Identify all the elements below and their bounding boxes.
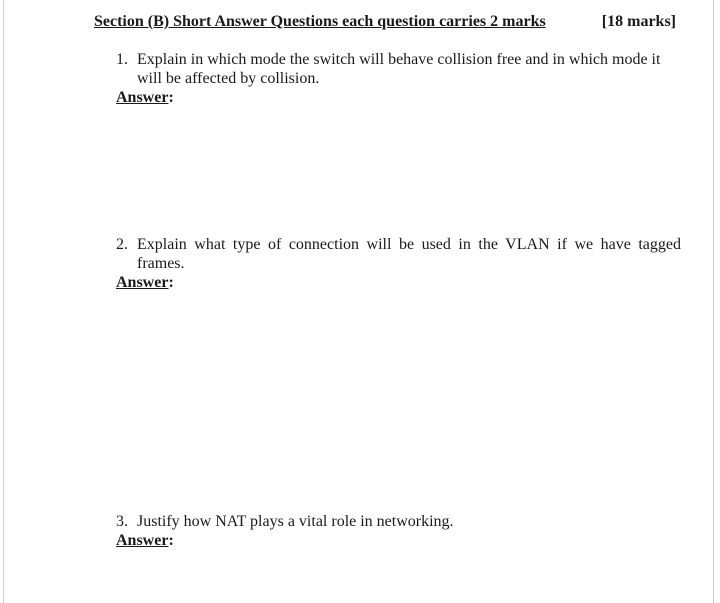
question-1-answer-colon: :	[168, 89, 174, 106]
section-header	[94, 11, 679, 33]
question-3-answer-colon: :	[168, 532, 174, 549]
question-3-answer-word: Answer	[116, 532, 169, 549]
question-2-answer-label	[116, 273, 681, 292]
section-marks: [18 marks]	[601, 13, 676, 30]
question-2-answer-colon: :	[168, 274, 174, 291]
document-page	[3, 0, 714, 603]
question-1-answer-word: Answer	[116, 89, 169, 106]
question-2	[116, 235, 681, 292]
question-2-text: Explain what type of connection will be used in the VLAN if we have tagged frames.	[137, 236, 681, 272]
question-3-row	[116, 512, 681, 531]
question-3	[116, 512, 681, 550]
section-title: Section (B) Short Answer Questions each question carries 2 marks	[94, 13, 546, 30]
question-3-number: 3.	[116, 513, 128, 530]
question-1-number: 1.	[116, 51, 128, 68]
question-1-answer-label	[116, 88, 681, 107]
question-1-row	[116, 50, 681, 88]
question-3-text: Justify how NAT plays a vital role in networking.	[137, 513, 454, 530]
question-1-text: Explain in which mode the switch will behave collision free and in which mode it will be affected by collision.	[137, 51, 661, 87]
question-2-number: 2.	[116, 236, 128, 253]
question-2-answer-word: Answer	[116, 274, 169, 291]
question-2-row	[116, 235, 681, 273]
question-1	[116, 50, 681, 107]
question-3-answer-label	[116, 531, 681, 550]
